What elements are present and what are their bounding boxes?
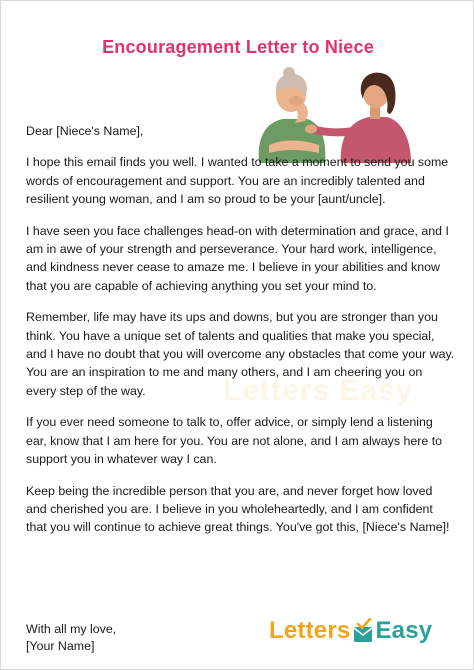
paragraph: Keep being the incredible person that you are, and never forget how loved and cherished you are. I believe in you wholeheartedly, and I am confident that you will continue to achieve great things. You've got this, [Niece's Name]! xyxy=(26,483,450,535)
letters-easy-logo xyxy=(269,616,432,646)
paragraph: I hope this email finds you well. I wanted to take a moment to send you some words of encouragement and support. You are an incredibly talented and resilient young woman, and I am so proud to be your [aunt/uncle]. xyxy=(26,155,449,207)
paragraph: I have seen you face challenges head-on with determination and grace, and I am in awe of your strength and perseverance. Your hard work, intelligence, and kindness never cease to amaze me. I believe in your abilities and know that you are capable of achieving anything you set your mind to. xyxy=(26,223,449,293)
watermark: Letters Easy xyxy=(223,374,414,407)
logo-word-letters: Letters xyxy=(269,617,351,644)
letter-title: Encouragement Letter to Niece xyxy=(102,37,374,57)
signature-line: [Your Name] xyxy=(26,639,95,653)
salutation: Dear [Niece's Name], xyxy=(26,124,144,138)
closing-line: With all my love, xyxy=(26,622,117,636)
signoff xyxy=(26,621,116,655)
paragraph: Remember, life may have its ups and downs, but you are stronger than you think. You have a unique set of talents and qualities that make you special, and I have no doubt that you will overcome any obstacles that come your way. You are an inspiration to me and many others, and I am cheering you on every step of the way. xyxy=(26,310,455,398)
paragraph: If you ever need someone to talk to, offer advice, or simply lend a listening ear, know that I am here for you. You are not alone, and I am always here to support you in whatever way I can. xyxy=(26,415,443,467)
logo-word-easy: Easy xyxy=(375,617,433,644)
envelope-check-icon xyxy=(353,618,373,644)
letter-body xyxy=(26,122,456,550)
